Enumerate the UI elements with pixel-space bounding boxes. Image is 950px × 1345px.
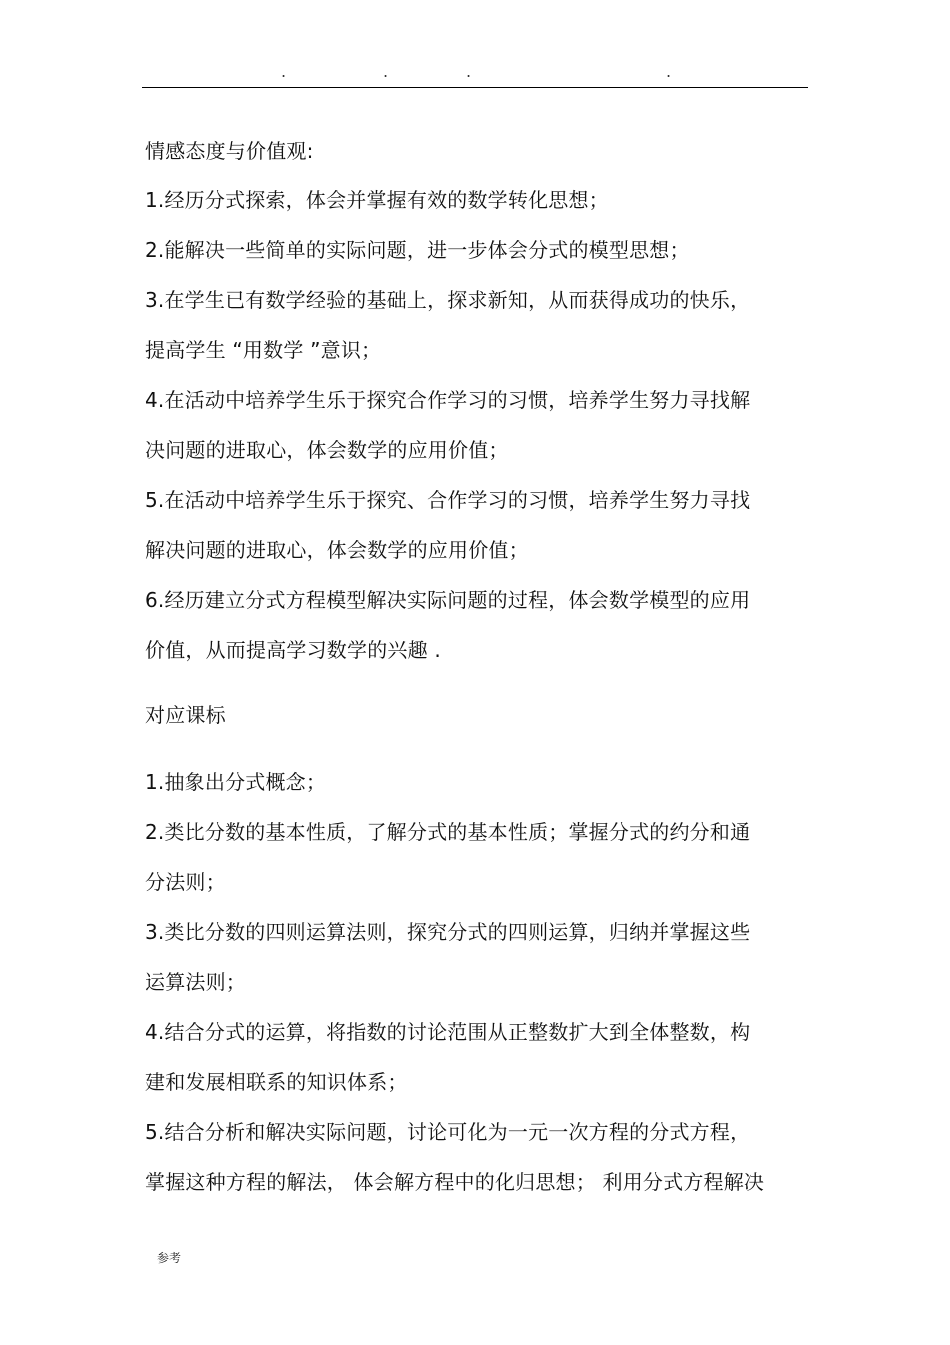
header-dot: . <box>466 62 472 81</box>
paragraph-line: 3.在学生已有数学经验的基础上，探求新知，从而获得成功的快乐， <box>145 288 751 312</box>
paragraph-line: 6.经历建立分式方程模型解决实际问题的过程，体会数学模型的应用 <box>145 588 751 612</box>
paragraph-line: 2.能解决一些简单的实际问题，进一步体会分式的模型思想； <box>145 238 690 262</box>
paragraph-line: 提高学生 “用数学 ”意识； <box>145 338 382 362</box>
paragraph-line: 1.经历分式探索，体会并掌握有效的数学转化思想； <box>145 188 609 212</box>
header-dot: . <box>383 62 389 81</box>
paragraph-line: 掌握这种方程的解法， 体会解方程中的化归思想； 利用分式方程解决 <box>145 1170 765 1194</box>
header-dot: . <box>281 62 287 81</box>
paragraph-line: 解决问题的进取心，体会数学的应用价值； <box>145 538 529 562</box>
paragraph-line: 1.抽象出分式概念； <box>145 770 327 794</box>
paragraph-line: 价值，从而提高学习数学的兴趣 . <box>145 638 441 662</box>
paragraph-line: 5.在活动中培养学生乐于探究、合作学习的习惯，培养学生努力寻找 <box>145 488 751 512</box>
paragraph-line: 3.类比分数的四则运算法则，探究分式的四则运算，归纳并掌握这些 <box>145 920 751 944</box>
header-dot: . <box>666 62 672 81</box>
paragraph-line: 决问题的进取心，体会数学的应用价值； <box>145 438 509 462</box>
paragraph-line: 建和发展相联系的知识体系； <box>145 1070 408 1094</box>
paragraph-line: 4.结合分式的运算，将指数的讨论范围从正整数扩大到全体整数，构 <box>145 1020 751 1044</box>
paragraph-line: 5.结合分析和解决实际问题，讨论可化为一元一次方程的分式方程， <box>145 1120 751 1144</box>
section-title-attitude: 情感态度与价值观: <box>145 139 314 163</box>
paragraph-line: 2.类比分数的基本性质，了解分式的基本性质；掌握分式的约分和通 <box>145 820 751 844</box>
paragraph-line: 分法则； <box>145 870 226 894</box>
paragraph-line: 运算法则； <box>145 970 246 994</box>
footer-label: 参考 <box>157 1251 182 1265</box>
section-title-standards: 对应课标 <box>145 703 226 727</box>
paragraph-line: 4.在活动中培养学生乐于探究合作学习的习惯，培养学生努力寻找解 <box>145 388 751 412</box>
